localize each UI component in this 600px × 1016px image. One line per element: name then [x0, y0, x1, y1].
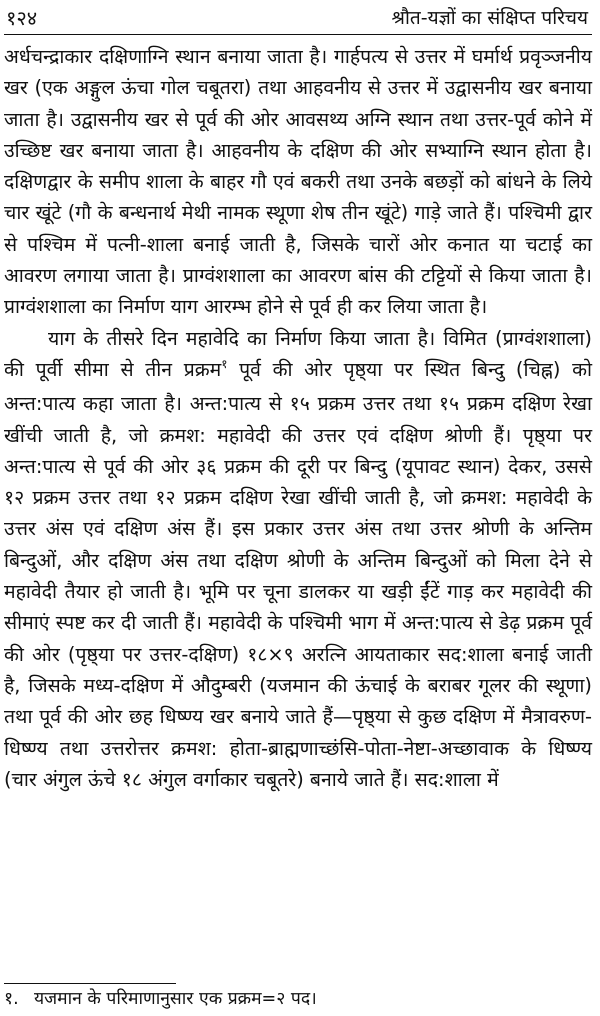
footnote-number: १.: [4, 989, 19, 1009]
page-header: [4, 0, 592, 35]
running-title: श्रौत-यज्ञों का संक्षिप्त परिचय: [391, 7, 588, 29]
footnote: [4, 987, 317, 1011]
footnote-text: यजमान के परिमाणानुसार एक प्रक्रम=२ पद।: [34, 989, 317, 1009]
paragraph-2: [4, 323, 592, 795]
paragraph-2-part-2: पूर्व की ओर पृष्ठ्या पर स्थित बिन्दु (चिह्न) को अन्त:पात्य कहा जाता है। अन्त:पात्य से १५ प्रक्रम उत्तर तथा १५ प्रक्रम दक्षिण रेखा खींची जाती है, जो क्रमश: महावेदी की उत्तर एवं दक्षिण श्रोणी हैं। पृष्ठ्या पर अन्त:पात्य से पूर्व की ओर ३६ प्रक्रम की दूरी पर बिन्दु (यूपावट स्थान) देकर, उससे १२ प्रक्रम उत्तर तथा १२ प्रक्रम दक्षिण रेखा खींची जाती है, जो क्रमश: महावेदी के उत्तर अंस एवं दक्षिण अंस हैं। इस प्रकार उत्तर अंस तथा उत्तर श्रोणी के अन्तिम बिन्दुओं, और दक्षिण अंस तथा दक्षिण श्रोणी के अन्तिम बिन्दुओं को मिला देने से महावेदी तैयार हो जाती है। भूमि पर चूना डालकर या खड़ी ईंटें गाड़ कर महावेदी की सीमाएं स्पष्ट कर दी जाती हैं। महावेदी के पश्चिमी भाग में अन्त:पात्य से डेढ़ प्रक्रम पूर्व की ओर (पृष्ठ्या पर उत्तर-दक्षिण) १८×९ अरत्नि आयताकार सद:शाला बनाई जाती है, जिसके मध्य-दक्षिण में औदुम्बरी (यजमान की ऊंचाई के बराबर गूलर की स्थूणा) तथा पूर्व की ओर छह धिष्ण्य खर बनाये जाते हैं—पृष्ठ्या से कुछ दक्षिण में मैत्रावरुण-धिष्ण्य तथा उत्तरोत्तर क्रमश: होता-ब्राह्मणाच्छंसि-पोता-नेष्टा-अच्छावाक के धिष्ण्य (चार अंगुल ऊंचे १८ अंगुल वर्गाकार चबूतरे) बनाये जाते हैं। सद:शाला में: [4, 357, 593, 791]
body-text: [4, 41, 592, 795]
paragraph-2-part-1: याग के तीसरे दिन महावेदि का निर्माण किया जाता है। विमित (प्राग्वंशशाला) की पूर्वी सीमा से तीन प्रक्रम: [4, 326, 592, 381]
paragraph-1: अर्धचन्द्राकार दक्षिणाग्नि स्थान बनाया जाता है। गार्हपत्य से उत्तर में घर्मार्थ प्रवृञ्जनीय खर (एक अङ्गुल ऊंचा गोल चबूतरा) तथा आहवनीय से उत्तर में उद्वासनीय खर बनाया जाता है। उद्वासनीय खर से पूर्व की ओर आवसथ्य अग्नि स्थान तथा उत्तर-पूर्व कोने में उच्छिष्ट खर बनाया जाता है। आहवनीय के दक्षिण की ओर सभ्याग्नि स्थान होता है। दक्षिणद्वार के समीप शाला के बाहर गौ एवं बकरी तथा उनके बछड़ों को बांधने के लिये चार खूंटे (गौ के बन्धनार्थ मेथी नामक स्थूणा शेष तीन खूंटे) गाड़े जाते हैं। पश्चिमी द्वार से पश्चिम में पत्नी-शाला बनाई जाती है, जिसके चारों ओर कनात या चटाई का आवरण लगाया जाता है। प्राग्वंशशाला का आवरण बांस की टट्टियों से किया जाता है। प्राग्वंशशाला का निर्माण याग आरम्भ होने से पूर्व ही कर लिया जाता है।: [4, 45, 592, 319]
footnote-marker: १: [221, 356, 228, 371]
footnote-divider: [4, 983, 176, 984]
page-number: १२४: [6, 6, 38, 30]
